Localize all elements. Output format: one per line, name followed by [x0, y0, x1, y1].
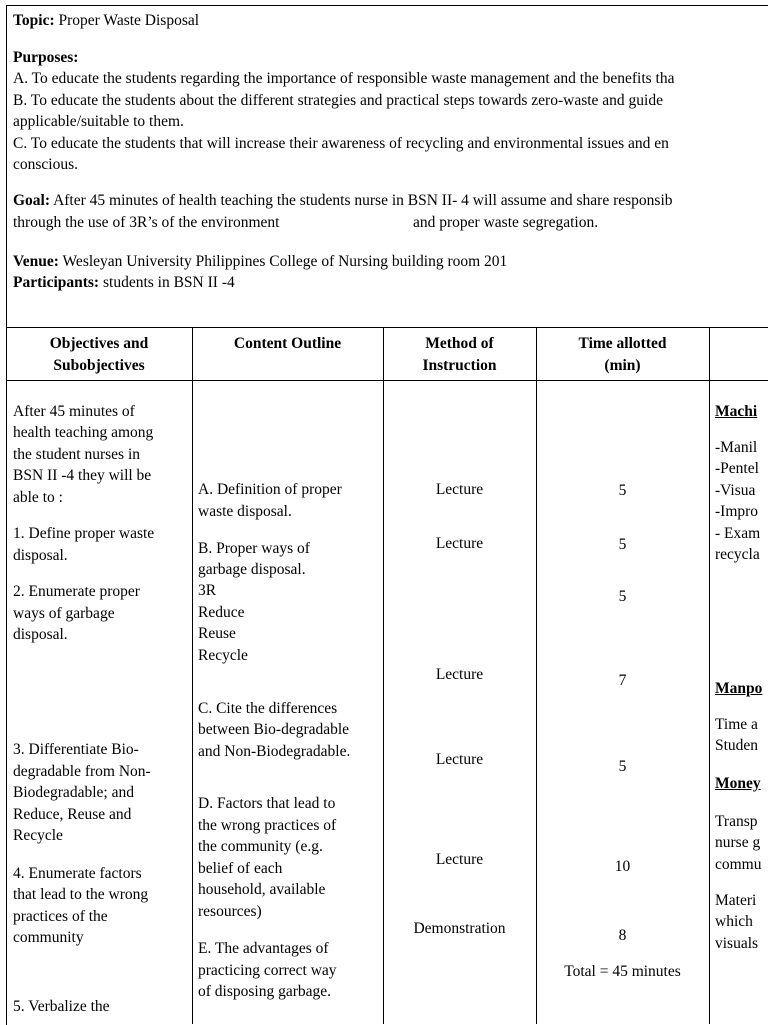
objective-line: community — [13, 929, 84, 946]
resource-line: -Impro — [715, 503, 759, 520]
content-line: resources) — [198, 903, 262, 920]
purpose-line: conscious. — [13, 156, 79, 173]
time-total: Total = 45 minutes — [564, 963, 681, 980]
machine-heading: Machi — [715, 403, 758, 420]
topic-line — [13, 10, 199, 32]
content-line: Reduce — [198, 604, 245, 621]
objective-line: After 45 minutes of — [13, 403, 135, 420]
time-cell: 8 — [618, 927, 627, 944]
objective-line: BSN II -4 they will be — [13, 467, 152, 484]
purpose-line: B. To educate the students about the different strategies and practical steps towards zero-waste and guide — [13, 92, 663, 109]
resource-line: commu — [715, 856, 762, 873]
resource-line: Materi — [715, 892, 757, 909]
resource-line: -Visua — [715, 482, 756, 499]
method-cell: Lecture — [435, 535, 484, 552]
resource-line: Time a — [715, 716, 758, 733]
header-method-2: Instruction — [422, 357, 497, 374]
content-line: C. Cite the differences — [198, 700, 338, 717]
money-heading: Money — [715, 775, 761, 792]
topic-value: Proper Waste Disposal — [58, 12, 200, 29]
content-line: waste disposal. — [198, 503, 292, 520]
objective-line: practices of the — [13, 908, 108, 925]
time-cell: 5 — [618, 758, 627, 775]
goal-label: Goal: — [13, 192, 51, 209]
objective-line: Recycle — [13, 827, 63, 844]
objective-line: degradable from Non- — [13, 763, 151, 780]
content-line: the community (e.g. — [198, 838, 323, 855]
objective-line: disposal. — [13, 547, 68, 564]
content-line: B. Proper ways of — [198, 540, 310, 557]
content-line: belief of each — [198, 860, 283, 877]
content-line: Recycle — [198, 647, 248, 664]
manpower-heading: Manpo — [715, 680, 763, 697]
topic-label: Topic: — [13, 12, 55, 29]
table-header-border — [6, 380, 768, 381]
time-cell: 5 — [618, 482, 627, 499]
time-cell: 5 — [618, 536, 627, 553]
resource-line: Transp — [715, 813, 758, 830]
content-line: between Bio-degradable — [198, 721, 350, 738]
purpose-line: C. To educate the students that will increase their awareness of recycling and environmental issues and en — [13, 135, 669, 152]
header-content: Content Outline — [233, 335, 342, 352]
objective-line: 5. Verbalize the — [13, 998, 110, 1015]
content-line: the wrong practices of — [198, 817, 337, 834]
time-cell: 7 — [618, 672, 627, 689]
column-divider — [192, 327, 193, 1024]
content-line: 3R — [198, 582, 217, 599]
resource-line: visuals — [715, 935, 759, 952]
purposes-label: Purposes: — [13, 49, 79, 66]
column-divider — [709, 327, 710, 1024]
resource-line: which — [715, 913, 753, 930]
objective-line: 4. Enumerate factors — [13, 865, 142, 882]
objective-line: disposal. — [13, 626, 68, 643]
objective-line: 2. Enumerate proper — [13, 583, 140, 600]
objective-line: Reduce, Reuse and — [13, 806, 132, 823]
resource-line: -Pentel — [715, 460, 759, 477]
resource-line: recycla — [715, 546, 760, 563]
objective-line: 3. Differentiate Bio- — [13, 741, 139, 758]
participants-label: Participants: — [13, 274, 100, 291]
objective-line: the student nurses in — [13, 446, 140, 463]
method-cell: Lecture — [435, 851, 484, 868]
purpose-line: A. To educate the students regarding the importance of responsible waste management and the benefits tha — [13, 70, 675, 87]
method-cell: Lecture — [435, 751, 484, 768]
content-line: D. Factors that lead to — [198, 795, 336, 812]
objective-line: ways of garbage — [13, 605, 115, 622]
method-cell: Lecture — [435, 481, 484, 498]
header-method-1: Method of — [425, 335, 494, 352]
venue-line — [13, 251, 507, 273]
content-line: and Non-Biodegradable. — [198, 743, 351, 760]
header-objectives-2: Subobjectives — [53, 357, 145, 374]
goal-line-2b: and proper waste segregation. — [413, 214, 599, 231]
venue-value: Wesleyan University Philippines College of Nursing building room 201 — [62, 253, 508, 270]
content-line: E. The advantages of — [198, 940, 329, 957]
table-top-border — [6, 327, 768, 328]
header-objectives-1: Objectives and — [49, 335, 149, 352]
time-cell: 10 — [614, 858, 631, 875]
resource-line: Studen — [715, 737, 759, 754]
objective-line: Biodegradable; and — [13, 784, 134, 801]
resource-line: -Manil — [715, 439, 758, 456]
method-cell: Demonstration — [413, 920, 506, 937]
time-cell: 5 — [618, 588, 627, 605]
content-line: garbage disposal. — [198, 561, 306, 578]
resource-line: nurse g — [715, 834, 761, 851]
content-line: household, available — [198, 881, 326, 898]
content-line: of disposing garbage. — [198, 983, 332, 1000]
objective-line: health teaching among — [13, 424, 154, 441]
goal-text: After 45 minutes of health teaching the students nurse in BSN II- 4 will assume and share responsib — [53, 192, 673, 209]
objective-line: 1. Define proper waste — [13, 525, 155, 542]
venue-label: Venue: — [13, 253, 59, 270]
content-line: Reuse — [198, 625, 236, 642]
objective-line: that lead to the wrong — [13, 886, 149, 903]
method-cell: Lecture — [435, 666, 484, 683]
objective-line: able to : — [13, 489, 63, 506]
participants-line — [13, 272, 235, 294]
content-line: A. Definition of proper — [198, 481, 342, 498]
header-time-2: (min) — [604, 357, 641, 374]
header-time-1: Time allotted — [578, 335, 667, 352]
content-line: practicing correct way — [198, 962, 337, 979]
participants-value: students in BSN II -4 — [102, 274, 235, 291]
resource-line: - Exam — [715, 525, 761, 542]
goal-line-2a: through the use of 3R’s of the environment — [13, 214, 280, 231]
purpose-line: applicable/suitable to them. — [13, 113, 184, 130]
goal-line — [13, 190, 673, 212]
